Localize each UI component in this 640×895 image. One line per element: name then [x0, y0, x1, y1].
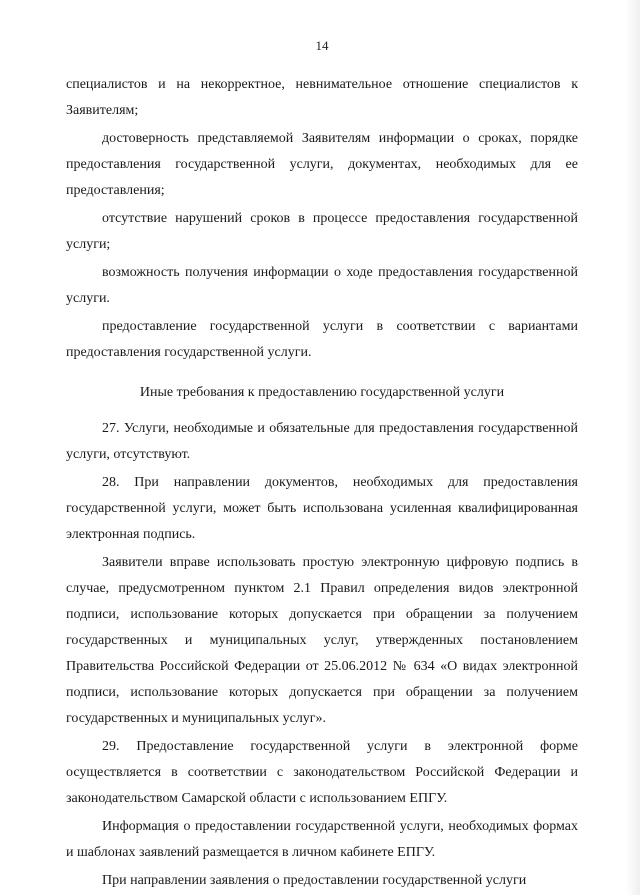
paragraph: Заявители вправе использовать простую электронную цифровую подпись в случае, предусмотренном пунктом 2.1 Правил определения видов электронной подписи, использование которых допускается при обращении за получением государственных и муниципальных услуг, утвержденных постановлением Правительства Российской Федерации от 25.06.2012 № 634 «О видах электронной подписи, использование которых допускается при обращении за получением государственных и муниципальных услуг».: [66, 555, 578, 726]
paragraph: специалистов и на некорректное, невнимательное отношение специалистов к Заявителям;: [66, 77, 578, 118]
section-heading: Иные требования к предоставлению государственной услуги: [139, 385, 505, 400]
page-number: 14: [315, 38, 329, 53]
paragraph: отсутствие нарушений сроков в процессе предоставления государственной услуги;: [66, 211, 578, 252]
paragraph: достоверность представляемой Заявителям информации о сроках, порядке предоставления государственной услуги, документах, необходимых для ее предоставления;: [66, 131, 578, 198]
paragraph: При направлении заявления о предоставлении государственной услуги: [102, 873, 527, 888]
paragraph: 29. Предоставление государственной услуги в электронной форме осуществляется в соответствии с законодательством Российской Федерации и законодательством Самарской области с использованием ЕПГУ.: [66, 739, 578, 806]
paragraph: возможность получения информации о ходе предоставления государственной услуги.: [66, 265, 578, 306]
paragraphs-bottom: [66, 416, 578, 894]
paragraph: предоставление государственной услуги в соответствии с вариантами предоставления государственной услуги.: [66, 319, 578, 360]
paragraph: 27. Услуги, необходимые и обязательные для предоставления государственной услуги, отсутствуют.: [66, 421, 578, 462]
paragraph: 28. При направлении документов, необходимых для предоставления государственной услуги, может быть использована усиленная квалифицированная электронная подпись.: [66, 475, 578, 542]
paragraphs-top: [66, 72, 578, 366]
paragraph: Информация о предоставлении государственной услуги, необходимых формах и шаблонах заявлений размещается в личном кабинете ЕПГУ.: [66, 819, 578, 860]
scan-edge-shadow: [626, 0, 640, 895]
